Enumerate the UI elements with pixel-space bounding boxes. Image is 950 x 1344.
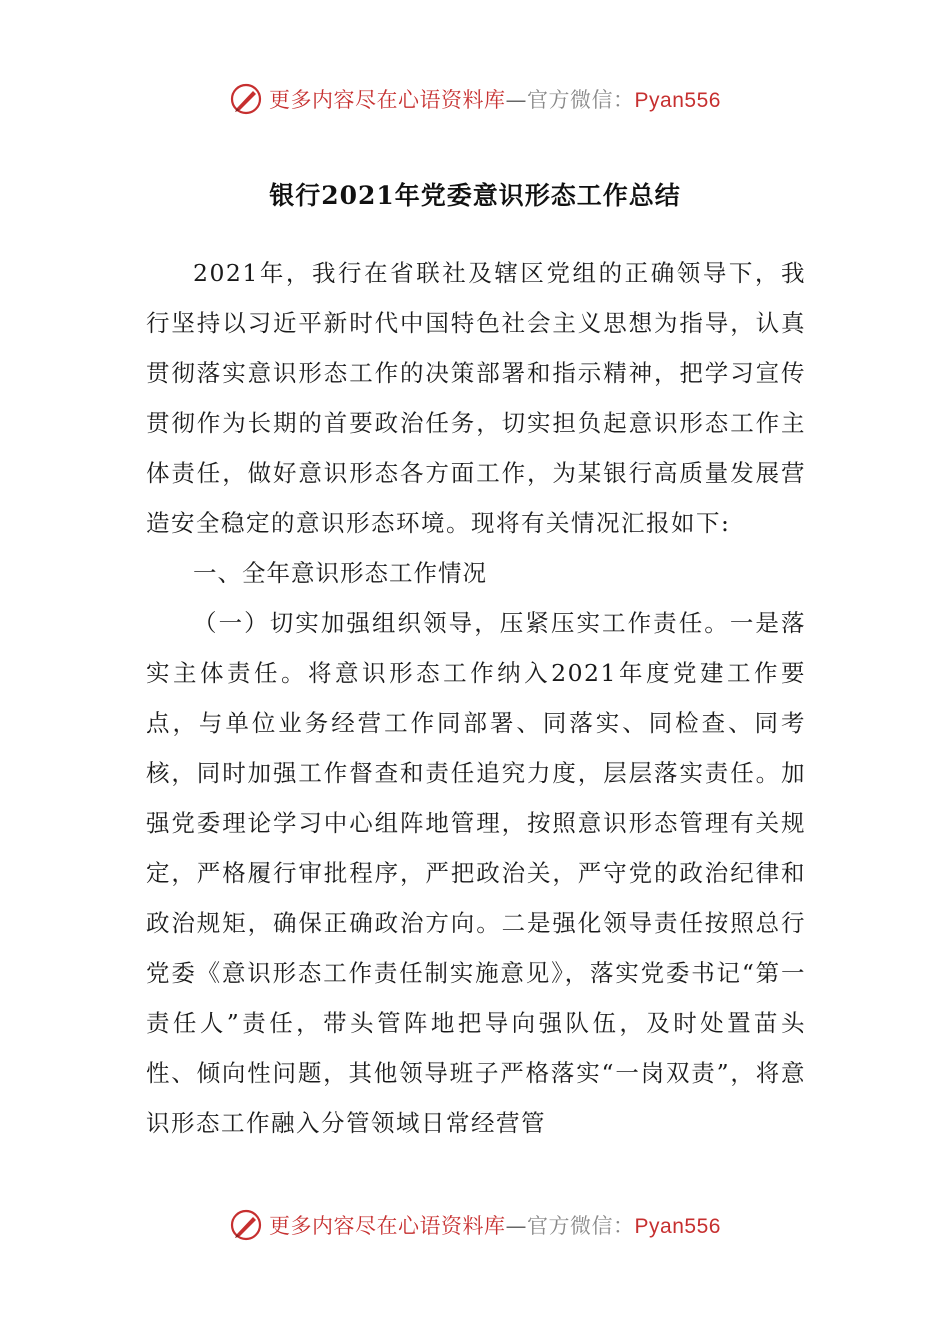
quill-logo-icon bbox=[229, 82, 263, 116]
watermark-text: 更多内容尽在心语资料库—官方微信：Pyan556 bbox=[269, 88, 721, 112]
document-body bbox=[146, 248, 806, 1148]
header-watermark-banner bbox=[0, 82, 950, 116]
document-title: 银行2021年党委意识形态工作总结 bbox=[269, 181, 681, 210]
footer-watermark-banner bbox=[0, 1208, 950, 1242]
section-heading: 一、全年意识形态工作情况 bbox=[193, 559, 487, 587]
intro-paragraph: 2021年，我行在省联社及辖区党组的正确领导下，我行坚持以习近平新时代中国特色社会主义思想为指导，认真贯彻落实意识形态工作的决策部署和指示精神，把学习宣传贯彻作为长期的首要政治任务，切实担负起意识形态工作主体责任，做好意识形态各方面工作，为某银行高质量发展营造安全稳定的意识形态环境。现将有关情况汇报如下: bbox=[146, 259, 806, 537]
quill-logo-icon bbox=[229, 1208, 263, 1242]
watermark-text: 更多内容尽在心语资料库—官方微信：Pyan556 bbox=[269, 1214, 721, 1238]
body-paragraph: （一）切实加强组织领导，压紧压实工作责任。一是落实主体责任。将意识形态工作纳入2021年度党建工作要点，与单位业务经营工作同部署、同落实、同检查、同考核，同时加强工作督查和责任追究力度，层层落实责任。加强党委理论学习中心组阵地管理，按照意识形态管理有关规定，严格履行审批程序，严把政治关，严守党的政治纪律和政治规矩，确保正确政治方向。二是强化领导责任按照总行党委《意识形态工作责任制实施意见》，落实党委书记“第一责任人”责任，带头管阵地把导向强队伍，及时处置苗头性、倾向性问题，其他领导班子严格落实“一岗双责”，将意识形态工作融入分管领域日常经营管 bbox=[146, 609, 806, 1137]
